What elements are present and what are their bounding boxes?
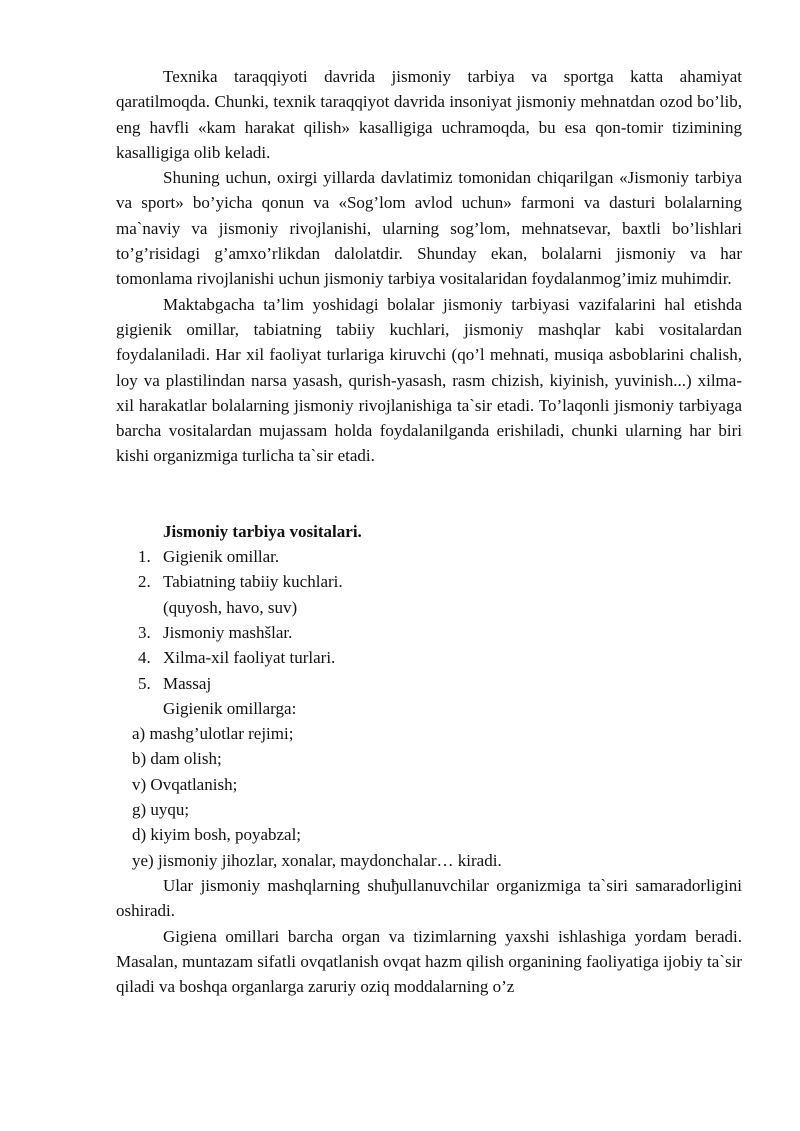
list-number: 5.: [138, 673, 151, 693]
paragraph: Gigiena omillari barcha organ va tizimlarning yaxshi ishlashiga yordam beradi. Masalan, muntazam sifatli ovqatlanish ovqat hazm qilish organining faoliyatiga ijobiy ta`sir qiladi va boshqa organlarga zaruriy oziq moddalarning o’z: [116, 926, 742, 997]
list-item: [116, 620, 742, 645]
list-number: 3.: [138, 622, 151, 642]
list-item: a) mashg’ulotlar rejimi;: [132, 724, 294, 744]
list-item: [116, 671, 742, 696]
paragraph: Texnika taraqqiyoti davrida jismoniy tarbiya va sportga katta ahamiyat qaratilmoqda. Chunki, texnik taraqqiyot davrida insoniyat jismoniy mehnatdan ozod bo’lib, eng havfli «kam harakat qilish» kasalligiga uchramoqda, bu esa qon-tomir tizimining kasalligiga olib keladi.: [116, 67, 742, 162]
hygiene-list: [116, 721, 742, 873]
list-item-text: (quyosh, havo, suv): [163, 597, 298, 617]
list-item: b) dam olish;: [132, 749, 222, 769]
list-item: [116, 544, 742, 569]
list-item-text: Xilma-xil faoliyat turlari.: [163, 648, 336, 668]
list-item: d) kiyim bosh, poyabzal;: [132, 825, 302, 845]
list-item: ye) jismoniy jihozlar, xonalar, maydonchalar… kiradi.: [132, 850, 502, 870]
list-item: v) Ovqatlanish;: [132, 774, 238, 794]
list-item-text: Tabiatning tabiiy kuchlari.: [163, 572, 343, 592]
list-item-text: Massaj: [163, 673, 212, 693]
means-list: [116, 544, 742, 696]
list-item: g) uyqu;: [132, 800, 190, 820]
paragraph: Maktabgacha ta’lim yoshidagi bolalar jismoniy tarbiyasi vazifalarini hal etishda gigienik omillar, tabiatning tabiiy kuchlari, jismoniy mashqlar kabi vositalardan foydalaniladi. Har xil faoliyat turlariga kiruvchi (qo’l mehnati, musiqa asboblarini chalish, loy va plastilindan narsa yasash, qurish-yasash, rasm chizish, kiyinish, yuvinish...) xilma-xil harakatlar bolalarning jismoniy rivojlanishiga ta`sir etadi. To’laqonli jismoniy tarbiyaga barcha vositalardan mujassam holda foydalanilganda erishiladi, chunki ularning har biri kishi organizmiga turlicha ta`sir etadi.: [116, 294, 742, 466]
hygiene-intro: Gigienik omillarga:: [163, 698, 297, 718]
spacer: [116, 469, 742, 519]
list-item-text: Jismoniy mashšlar.: [163, 622, 293, 642]
section-heading: Jismoniy tarbiya vositalari.: [163, 521, 362, 541]
list-item-continuation: [116, 595, 742, 620]
paragraph: Ular jismoniy mashqlarning shuђullanuvchilar organizmiga ta`siri samaradorligini oshiradi.: [116, 875, 742, 921]
list-item: [116, 645, 742, 670]
list-item: [116, 569, 742, 594]
list-number: 4.: [138, 648, 151, 668]
document-page: [116, 64, 742, 999]
list-item-text: Gigienik omillar.: [163, 547, 280, 567]
list-number: 1.: [138, 547, 151, 567]
list-number: 2.: [138, 572, 151, 592]
paragraph: Shuning uchun, oxirgi yillarda davlatimiz tomonidan chiqarilgan «Jismoniy tarbiya va sport» bo’yicha qonun va «Sog’lom avlod uchun» farmoni va dasturi bolalarning ma`naviy va jismoniy rivojlanishi, ularning sog’lom, mehnatsevar, baxtli bo’lishlari to’g’risidagi g’amxo’rlikdan dalolatdir. Shunday ekan, bolalarni jismoniy va har tomonlama rivojlanishi uchun jismoniy tarbiya vositalaridan foydalanmog’imiz muhimdir.: [116, 168, 742, 289]
